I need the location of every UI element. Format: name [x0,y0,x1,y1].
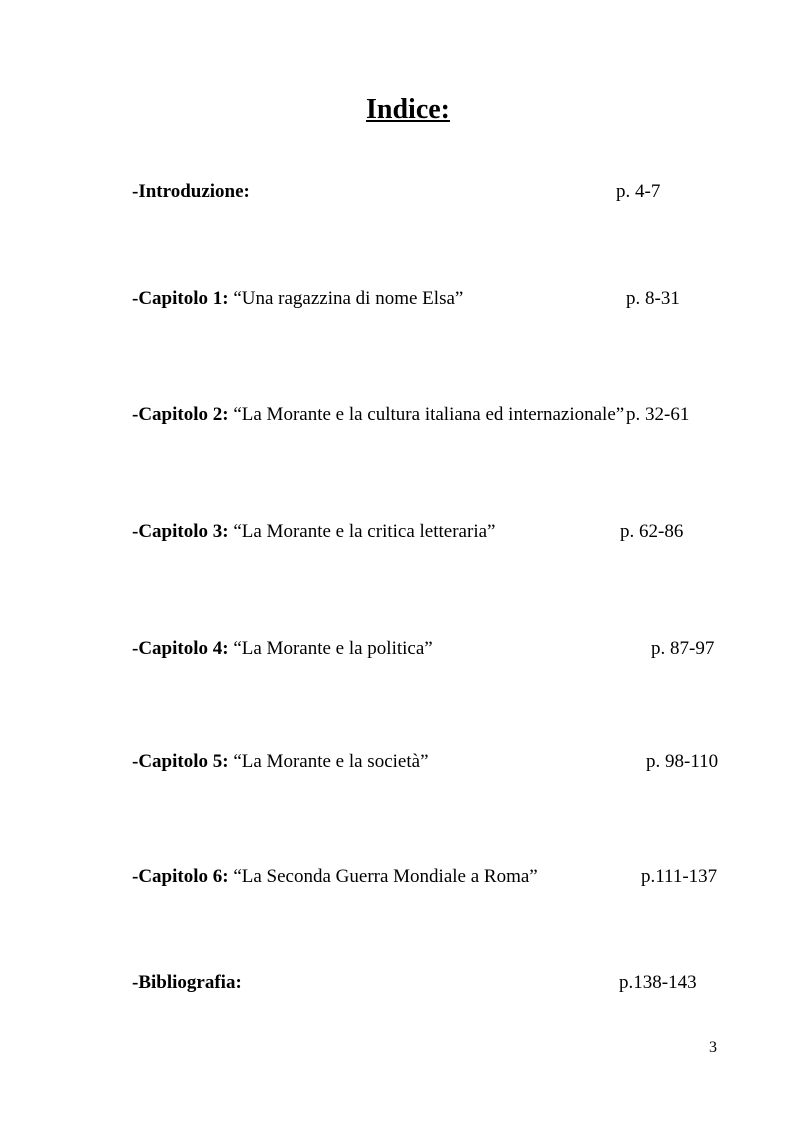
toc-entry-text: “Una ragazzina di nome Elsa” [228,288,464,309]
toc-entry-capitolo-6 [132,866,538,888]
toc-entry-introduzione [132,181,250,203]
page-number: 3 [709,1039,717,1056]
toc-entry-label: -Capitolo 3: [132,521,229,542]
toc-entry-text: “La Morante e la politica” [228,638,433,659]
toc-entry-text: “La Seconda Guerra Mondiale a Roma” [228,866,538,887]
toc-entry-text: “La Morante e la cultura italiana ed internazionale” [228,404,625,425]
toc-entry-pages: p. 87-97 [651,638,715,659]
toc-entry-bibliografia [132,972,242,994]
page-title: Indice: [366,94,450,125]
toc-entry-capitolo-5 [132,751,429,773]
toc-entry-label: -Introduzione: [132,181,250,202]
toc-entry-pages: p. 32-61 [626,404,690,425]
toc-entry-capitolo-4 [132,638,433,660]
toc-entry-label: -Capitolo 6: [132,866,229,887]
toc-entry-pages: p. 8-31 [626,288,680,309]
toc-entry-label: -Capitolo 2: [132,404,229,425]
toc-entry-label: -Capitolo 5: [132,751,229,772]
toc-entry-pages: p.111-137 [641,866,718,887]
toc-entry-capitolo-3 [132,521,495,543]
toc-entry-capitolo-2 [132,404,624,426]
toc-entry-label: -Capitolo 4: [132,638,229,659]
toc-entry-pages: p. 62-86 [620,521,684,542]
toc-entry-pages: p. 98-110 [646,751,719,772]
toc-entry-text: “La Morante e la società” [228,751,429,772]
toc-entry-pages: p.138-143 [619,972,697,993]
toc-entry-pages: p. 4-7 [616,181,661,202]
toc-entry-label: -Bibliografia: [132,972,242,993]
toc-entry-label: -Capitolo 1: [132,288,229,309]
toc-entry-text: “La Morante e la critica letteraria” [228,521,496,542]
toc-entry-capitolo-1 [132,288,463,310]
